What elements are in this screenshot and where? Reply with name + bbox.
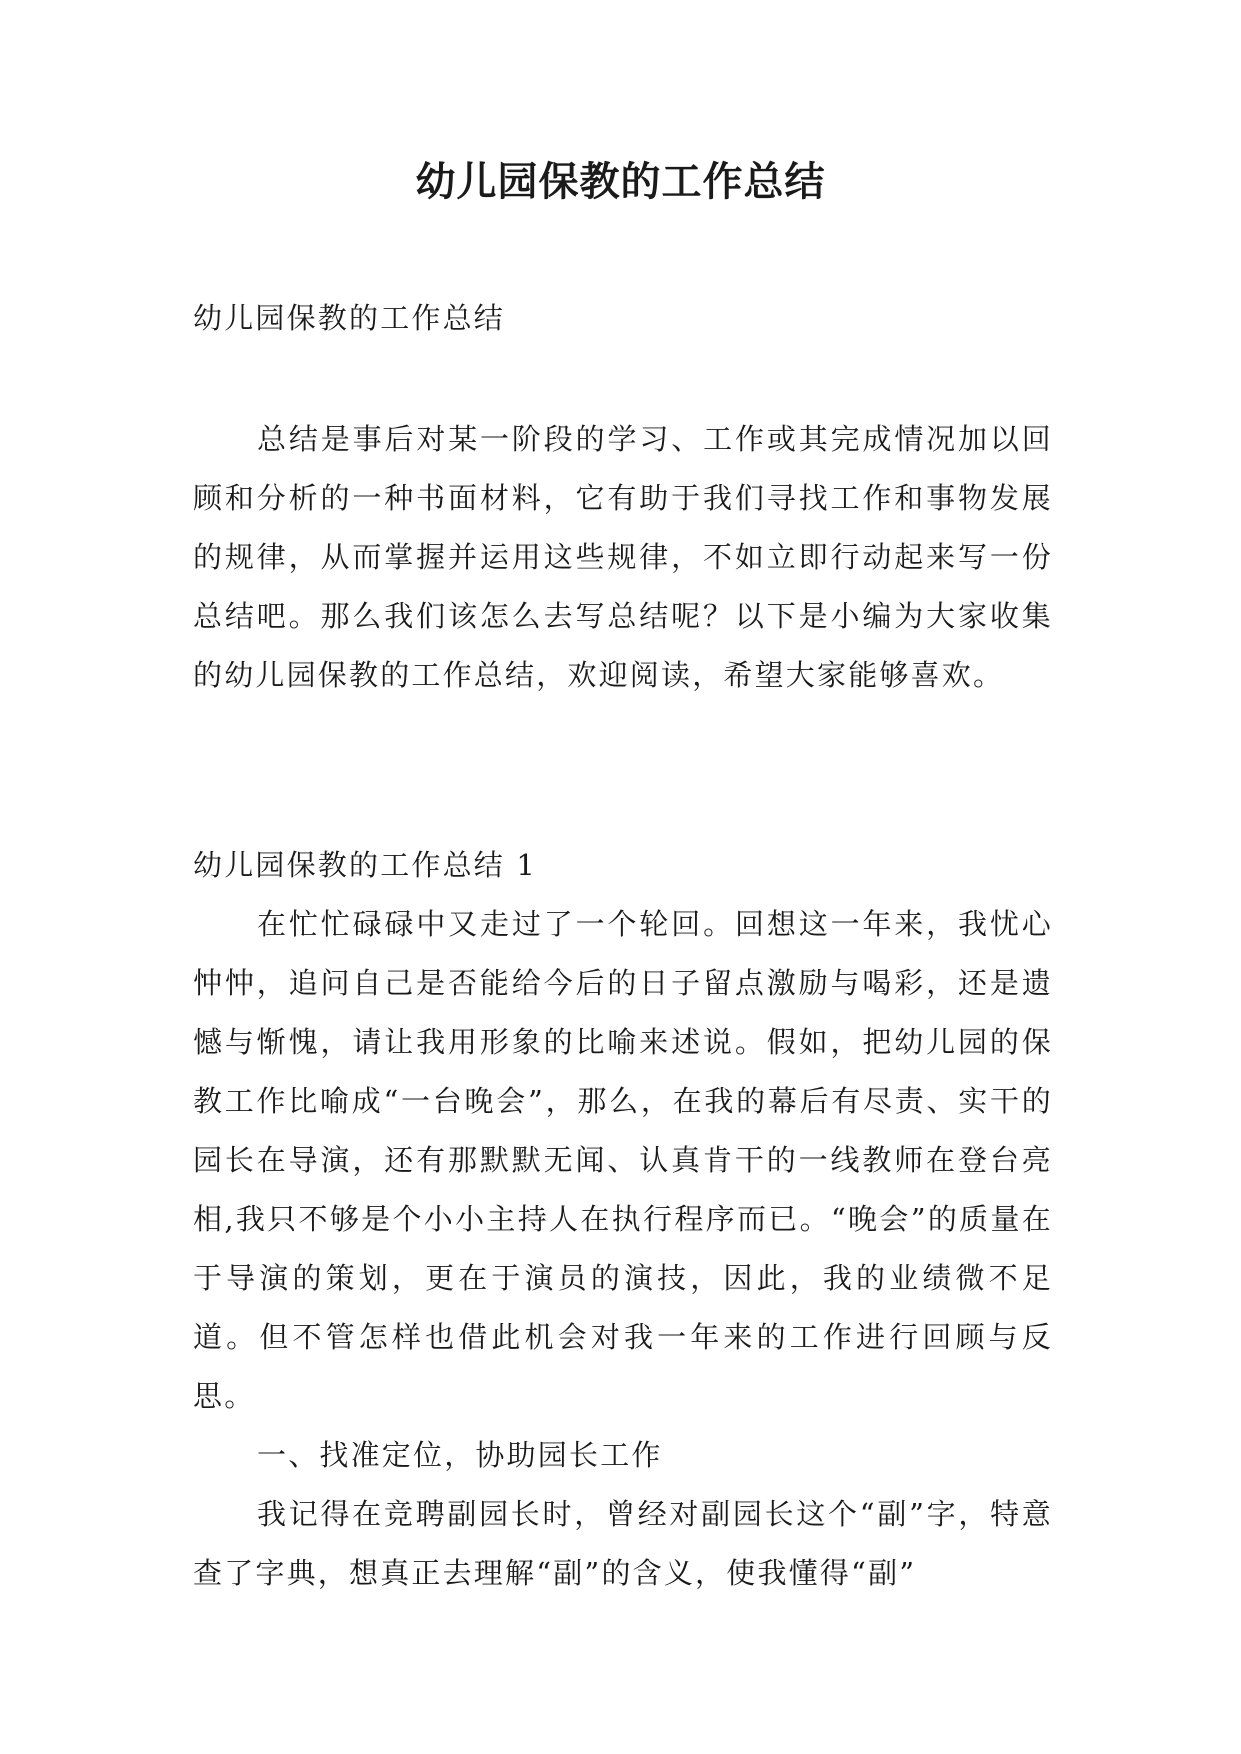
section-1-subheading-1: 一、找准定位，协助园长工作 [257, 1438, 663, 1472]
section-1-paragraph-2: 我记得在竞聘副园长时，曾经对副园长这个“副”字，特意查了字典，想真正去理解“副”的含义，使我懂得“副” [193, 1497, 1053, 1590]
intro-paragraph: 总结是事后对某一阶段的学习、工作或其完成情况加以回顾和分析的一种书面材料，它有助于我们寻找工作和事物发展的规律，从而掌握并运用这些规律，不如立即行动起来写一份总结吧。那么我们该怎么去写总结呢？以下是小编为大家收集的幼儿园保教的工作总结，欢迎阅读，希望大家能够喜欢。 [193, 422, 1053, 692]
document-title: 幼儿园保教的工作总结 [415, 158, 826, 205]
section-1-heading: 幼儿园保教的工作总结 1 [193, 848, 538, 882]
intro-block [193, 410, 1053, 705]
section-1 [193, 836, 1053, 1603]
document-subtitle: 幼儿园保教的工作总结 [193, 301, 506, 335]
section-1-paragraph-1: 在忙忙碌碌中又走过了一个轮回。回想这一年来，我忧心忡忡，追问自己是否能给今后的日子留点激励与喝彩，还是遗憾与惭愧，请让我用形象的比喻来述说。假如，把幼儿园的保教工作比喻成“一台晚会”，那么，在我的幕后有尽责、实干的园长在导演，还有那默默无闻、认真肯干的一线教师在登台亮相,我只不够是个小小主持人在执行程序而已。“晚会”的质量在于导演的策划，更在于演员的演技，因此，我的业绩微不足道。但不管怎样也借此机会对我一年来的工作进行回顾与反思。 [193, 907, 1053, 1413]
